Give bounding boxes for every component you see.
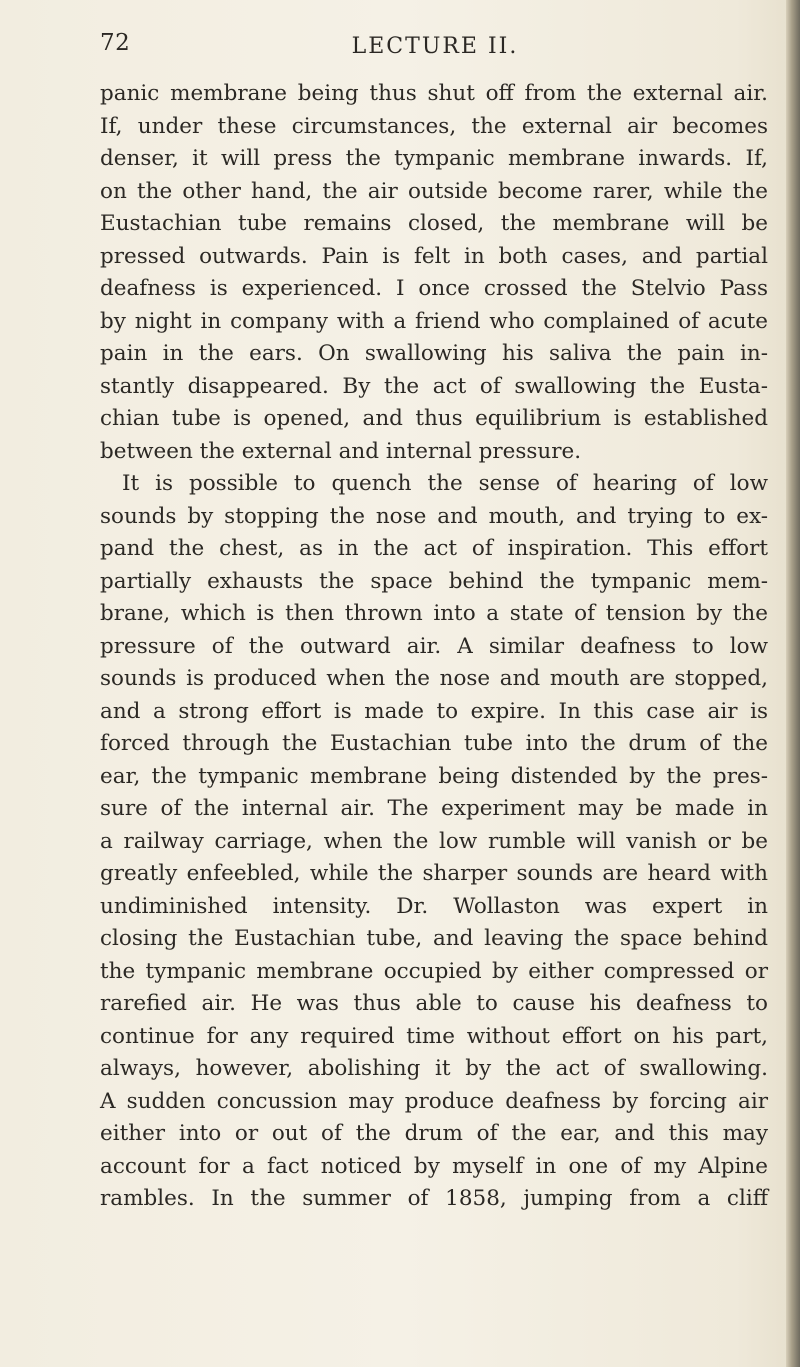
text-line: deafness is experienced. I once crossed the Stelvio Pass (100, 276, 768, 301)
text-line: rambles. In the summer of 1858, jumping from a cliff (100, 1186, 768, 1211)
text-line: sounds is produced when the nose and mouth are stopped, (100, 666, 768, 691)
running-head: LECTURE II. (351, 34, 519, 59)
text-line: rarefied air. He was thus able to cause his deafness to (100, 991, 768, 1016)
text-line: panic membrane being thus shut off from the external air. (100, 81, 768, 106)
text-line: It is possible to quench the sense of hearing of low (122, 471, 768, 496)
text-line: pressed outwards. Pain is felt in both cases, and partial (100, 243, 768, 269)
text-line: greatly enfeebled, while the sharper sounds are heard with (100, 861, 768, 886)
text-line: pand the chest, as in the act of inspiration. This effort (100, 536, 768, 561)
text-line: pain in the ears. On swallowing his saliva the pain in- (100, 341, 768, 366)
body-text (100, 78, 768, 1216)
text-line: account for a fact noticed by myself in one of my Alpine (100, 1153, 768, 1179)
page-number: 72 (100, 30, 131, 56)
text-line: denser, it will press the tympanic membrane inwards. If, (100, 146, 768, 171)
text-line: ear, the tympanic membrane being distended by the pres- (100, 763, 768, 789)
text-line: between the external and internal pressure. (100, 438, 582, 464)
text-line: pressure of the outward air. A similar deafness to low (100, 633, 768, 659)
page-header (100, 30, 770, 70)
text-line: undiminished intensity. Dr. Wollaston was expert in (100, 893, 768, 919)
text-line: Eustachian tube remains closed, the membrane will be (100, 211, 768, 236)
text-line: by night in company with a friend who complained of acute (100, 308, 768, 334)
text-line: If, under these circumstances, the external air becomes (100, 113, 768, 139)
text-line: the tympanic membrane occupied by either compressed or (100, 958, 768, 984)
text-line: continue for any required time without effort on his part, (100, 1023, 768, 1049)
page-edge-shadow (786, 0, 800, 1367)
text-line: on the other hand, the air outside become rarer, while the (100, 178, 768, 204)
text-line: brane, which is then thrown into a state of tension by the (100, 601, 768, 626)
text-line: partially exhausts the space behind the tympanic mem- (100, 568, 768, 594)
text-line: chian tube is opened, and thus equilibrium is established (100, 406, 768, 431)
text-line: and a strong effort is made to expire. In this case air is (100, 698, 768, 724)
text-line: a railway carriage, when the low rumble will vanish or be (100, 828, 768, 854)
text-line: always, however, abolishing it by the act of swallowing. (100, 1056, 768, 1081)
text-line: sure of the internal air. The experiment may be made in (100, 796, 768, 821)
text-line: sounds by stopping the nose and mouth, and trying to ex- (100, 503, 768, 529)
text-line: closing the Eustachian tube, and leaving the space behind (100, 926, 768, 951)
text-line: forced through the Eustachian tube into the drum of the (100, 731, 768, 756)
text-line: A sudden concussion may produce deafness by forcing air (100, 1088, 768, 1114)
text-line: stantly disappeared. By the act of swallowing the Eusta- (100, 373, 768, 399)
text-line: either into or out of the drum of the ear, and this may (100, 1121, 768, 1146)
